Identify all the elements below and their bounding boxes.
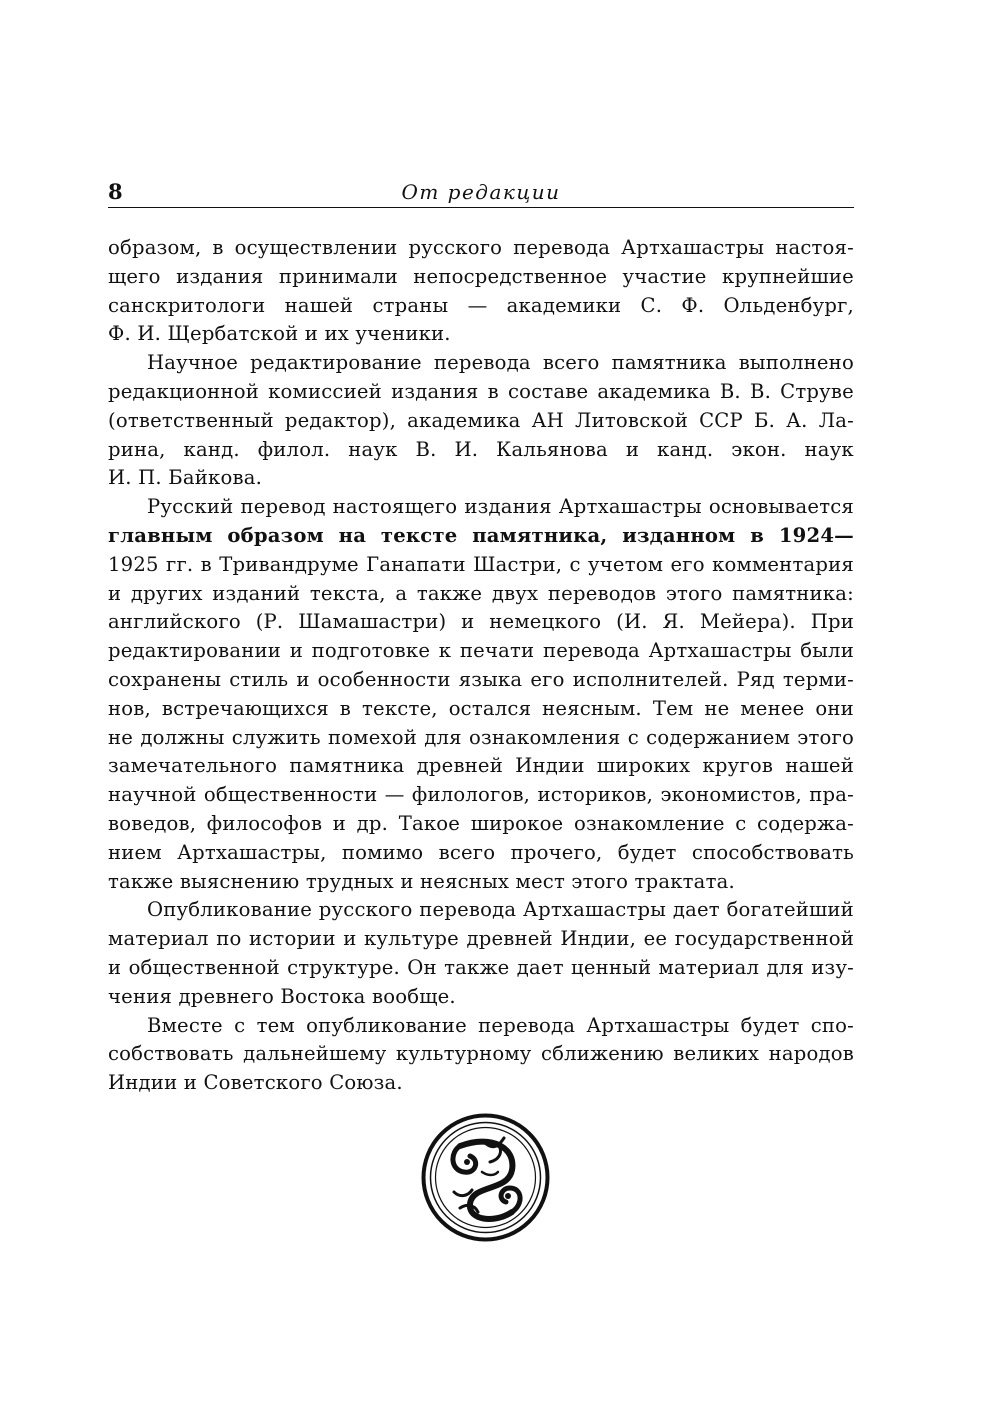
paragraph [108,349,854,493]
text-line [108,436,854,465]
word: древней [466,927,553,951]
word: культуре [363,927,459,951]
word: Шамашастри) [298,610,447,634]
word: Литовской [575,408,688,432]
word: в [200,552,212,576]
word: не [704,696,730,720]
word: культурному [395,1042,532,1066]
word: государственной [674,927,854,951]
word: Струве [780,379,854,403]
word: текста, [309,581,386,605]
word: главным [108,523,213,547]
word: С. [640,293,663,317]
word: исполнителей. [572,667,729,691]
text-line: Ф. И. Щербатской и их ученики. [108,322,451,346]
word: структуре. [287,955,400,979]
word: Тем [652,696,694,720]
word: всего [438,840,496,864]
word: перевода [542,639,640,663]
word: служить [231,725,321,749]
word: и [296,667,310,691]
word: экономистов, [660,783,802,807]
word: замечательного [108,754,278,778]
word: принимали [278,264,398,288]
word: немецкого [489,610,602,634]
text-line [108,724,854,753]
word: кругов [702,754,774,778]
text-line [108,263,854,292]
text-line [108,666,854,695]
word: (Р. [255,610,284,634]
word: — [467,293,488,317]
word: редактирование [250,351,422,375]
word: содержа- [757,811,854,835]
word: древней [416,754,503,778]
word: редакционной [108,379,259,403]
word: и [108,955,122,979]
word: будет [617,840,677,864]
page-number: 8 [108,179,123,204]
word: великих [673,1042,760,1066]
text-line [108,234,854,263]
text-line [108,752,854,781]
word: печати [459,639,535,663]
word: нашей [284,293,354,317]
word: наук [348,437,398,461]
word: образом, [108,236,202,259]
word: канд. [183,437,240,461]
running-head: От редакции [401,180,561,204]
word: В. [415,437,437,461]
word: Артхашастры [586,1013,730,1037]
word: богатейший [726,898,854,922]
word: Артхашастры [558,495,702,519]
word: ознакомление [573,811,725,835]
word: и [289,639,303,663]
word: Индии, [560,927,637,951]
word: Такое [398,811,461,835]
word: с [735,811,747,835]
word: в [750,523,765,547]
word: и [461,610,475,634]
word: непосредственное [413,264,608,288]
word: дает [672,898,720,922]
word: двух [491,581,539,605]
word: подготовке [311,639,431,663]
word: памятника [611,351,727,375]
word: Ганапати [366,552,466,576]
word: Б. [753,408,775,432]
paragraph [108,234,854,349]
word: канд. [657,437,714,461]
word: русского [408,236,503,259]
text-line [108,896,854,925]
word: собствовать [108,1042,234,1066]
word: — [384,783,405,807]
word: Артхашастры, [177,840,327,864]
word: Вместе [147,1013,223,1037]
word: изу- [811,955,854,979]
word: филологов, [411,783,531,807]
word: всего [542,351,600,375]
word: наук [804,437,854,461]
word: памятника [289,754,405,778]
word: академика [407,408,521,432]
word: памятника: [732,581,854,605]
word: нием [108,840,162,864]
word: воведов, [108,811,197,835]
word: гг. [165,552,194,576]
word: рина, [108,437,166,461]
circular-floral-ornament-icon [420,1112,551,1243]
paragraph [108,1012,854,1098]
word: В. [719,379,741,403]
word: Научное [147,351,239,375]
word: Индии [515,754,585,778]
word: в [487,379,499,403]
word: основывается [708,495,854,519]
word: были [800,639,854,663]
word: изданном [622,523,736,547]
word: редактор), [284,408,397,432]
word: АН [531,408,564,432]
word: и [108,581,122,605]
word: народов [768,1042,854,1066]
word: не [108,725,134,749]
word: Кальянова [496,437,608,461]
text-line [108,637,854,666]
word: академики [506,293,622,317]
word: и [332,811,347,835]
word: для [766,955,804,979]
word: этого [797,725,854,749]
word: Шастри, [473,552,563,576]
word: выполнено [738,351,854,375]
word: опубликование [306,1013,467,1037]
word: Опубликование [147,898,313,922]
word: Я. [662,610,685,634]
word: страны [372,293,449,317]
word: нов, [108,696,151,720]
word: нашей [785,754,854,778]
text-line [108,493,854,522]
word: прочего, [510,840,603,864]
word: памятника, [472,523,608,547]
text-line: И. П. Байкова. [108,466,263,490]
word: русского [318,898,413,922]
word: перевода [513,236,611,259]
word: английского [108,610,241,634]
page-header [108,176,854,208]
word: с [234,1013,246,1037]
word: И. [454,437,479,461]
word: тем [256,1013,295,1037]
word: ознакомления [469,725,621,749]
word: крупнейшие [722,264,854,288]
word: на [338,523,367,547]
word: общественности [203,783,378,807]
word: перевод [240,495,326,519]
text-line [108,810,854,839]
word: в [339,696,352,720]
word: сохранены [108,667,222,691]
word: способствовать [691,840,854,864]
text-line [108,781,854,810]
word: языка [458,667,523,691]
word: и [343,927,357,951]
body-text [108,234,854,1098]
word: Ряд [736,667,775,691]
word: тексте, [362,696,438,720]
word: Артхашастры [523,898,667,922]
word: они [815,696,854,720]
text-line [108,695,854,724]
text-line [108,839,854,868]
word: истории [248,927,336,951]
word: особенности [317,667,451,691]
word: и [625,437,640,461]
word: должны [140,725,225,749]
word: в [212,236,224,259]
text-line [108,925,854,954]
word: также [416,581,483,605]
text-line [108,551,854,580]
word: для [424,725,462,749]
word: широких [596,754,691,778]
word: широкое [470,811,564,835]
word: перевода [419,898,517,922]
word: терми- [782,667,854,691]
word: научной [108,783,197,807]
word: настоя- [775,236,854,259]
word: переводов [547,581,657,605]
word: комиссией [268,379,382,403]
word: его [670,552,705,576]
word: помимо [341,840,424,864]
word: встречающихся [161,696,329,720]
word: академика [597,379,711,403]
word: с [627,725,639,749]
word: 1925 [108,552,159,576]
word: перевода [433,351,531,375]
word: издания [464,495,552,519]
word: Артхашастры [648,639,792,663]
text-line [108,1012,854,1041]
word: других [130,581,203,605]
text-line [108,407,854,436]
word: его [530,667,565,691]
text-line [108,349,854,378]
word: филол. [257,437,331,461]
text-line [108,292,854,321]
text-line [108,378,854,407]
word: общественной [128,955,280,979]
header-rule [108,207,854,208]
text-line: чения древнего Востока вообще. [108,984,456,1008]
word: настоящего [332,495,458,519]
word: Ольденбург, [723,293,854,317]
word: Он [407,955,437,979]
word: а [395,581,408,605]
word: историков, [537,783,654,807]
word: Русский [147,495,234,519]
word: экон. [731,437,787,461]
word: Мейера). [699,610,796,634]
word: санскритологи [108,293,266,317]
text-line: также выяснению трудных и неясных мест этого трактата. [108,869,735,893]
word: издания [176,264,264,288]
word: стиль [229,667,289,691]
word: ССР [699,408,743,432]
word: изданий [212,581,301,605]
word: Артхашастры [621,236,765,259]
word: осуществлении [234,236,398,259]
text-line [108,608,854,637]
word: ее [643,927,668,951]
word: сближению [540,1042,664,1066]
word: В. [750,379,772,403]
word: содержанием [646,725,791,749]
word: комментария [712,552,854,576]
word: помехой [328,725,417,749]
word: материал [658,955,760,979]
word: с [569,552,581,576]
text-line: Индии и Советского Союза. [108,1071,403,1095]
word: к [438,639,452,663]
word: тексте [380,523,458,547]
word: Тривандруме [219,552,359,576]
word: образом [227,523,324,547]
text-line [108,1040,854,1069]
word: материал [108,927,209,951]
paragraph [108,896,854,1011]
word: др. [356,811,389,835]
word: участие [622,264,707,288]
word: ценный [571,955,652,979]
word: спо- [810,1013,854,1037]
text-line [108,522,854,551]
word: щего [108,264,161,288]
paragraph [108,493,854,896]
word: остался [448,696,532,720]
word: А. [786,408,808,432]
word: издания [391,379,479,403]
word: также [444,955,510,979]
word: редактировании [108,639,282,663]
word: учетом [588,552,664,576]
word: (ответственный [108,408,274,432]
word: дает [516,955,564,979]
word: дальнейшему [243,1042,387,1066]
word: составе [507,379,589,403]
word: будет [740,1013,800,1037]
word: неясным. [542,696,642,720]
word: перевода [478,1013,576,1037]
word: пра- [809,783,854,807]
word: (И. [616,610,648,634]
word: Ф. [681,293,705,317]
word: менее [740,696,805,720]
word: философов [206,811,323,835]
word: При [810,610,854,634]
word: этого [665,581,723,605]
word: 1924— [778,523,854,547]
word: по [216,927,242,951]
text-line [108,954,854,983]
text-line [108,580,854,609]
word: Ла- [818,408,854,432]
